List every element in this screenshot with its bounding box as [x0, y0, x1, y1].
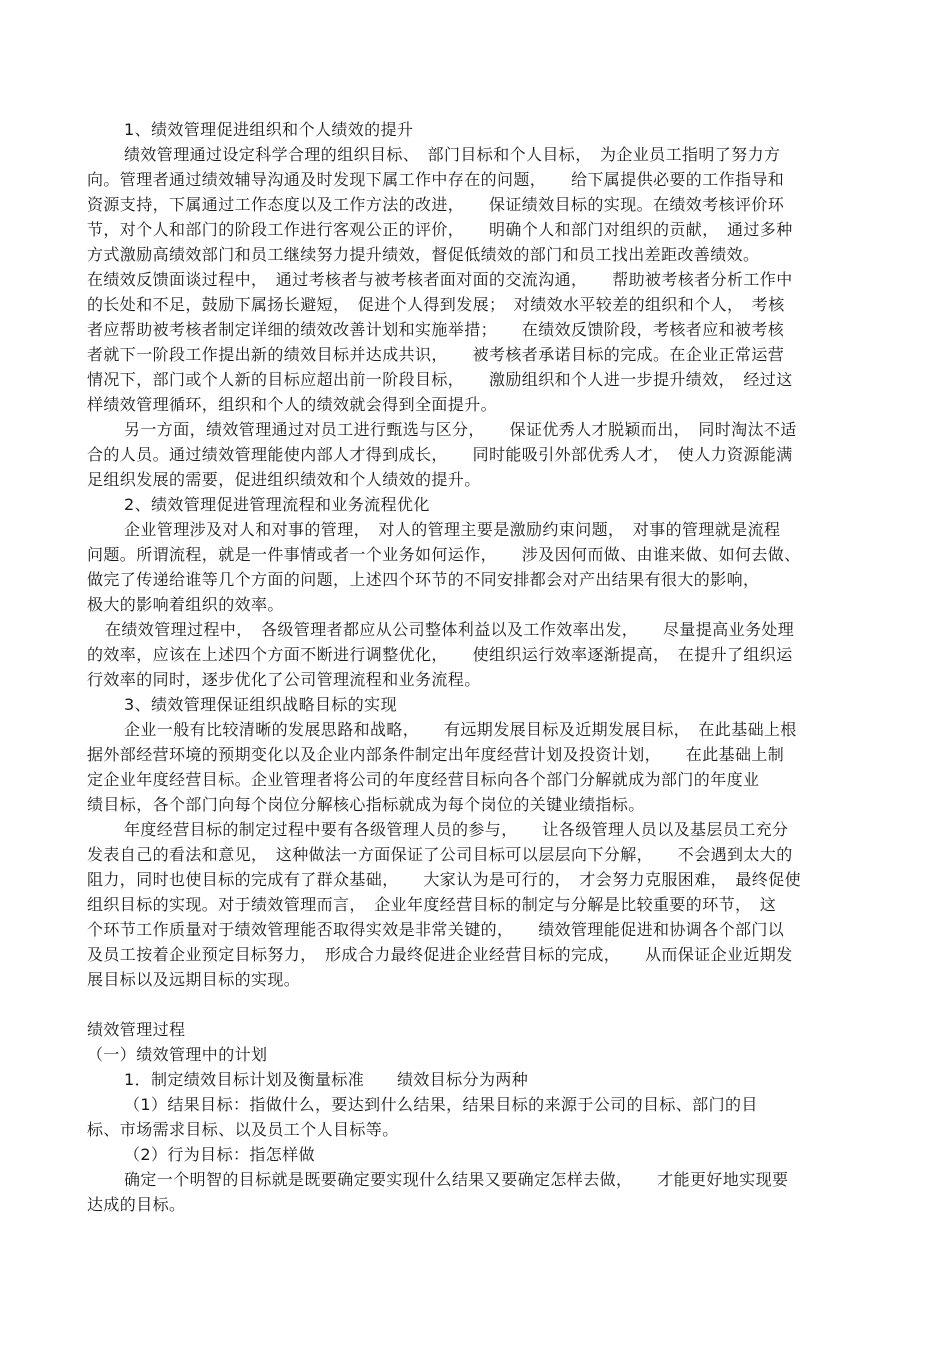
paragraph-line: 企业管理涉及对人和对事的管理， 对人的管理主要是激励约束问题， 对事的管理就是流程 — [124, 520, 781, 539]
paragraph-line: 极大的影响着组织的效率。 — [87, 595, 284, 614]
paragraph-line: 情况下，部门或个人新的目标应超出前一阶段目标， 激励组织和个人进一步提升绩效， 经过这 — [87, 370, 793, 389]
list-item: 1．制定绩效目标计划及衡量标准 绩效目标分为两种 — [124, 1070, 529, 1089]
paragraph-line: 在绩效反馈面谈过程中， 通过考核者与被考核者面对面的交流沟通， 帮助被考核者分析工作中 — [87, 270, 793, 289]
paragraph-line: 另一方面，绩效管理通过对员工进行甄选与区分， 保证优秀人才脱颖而出， 同时淘汰不适 — [124, 420, 797, 439]
paragraph-line: 展目标以及远期目标的实现。 — [87, 970, 301, 989]
paragraph-line: 阻力，同时也使目标的完成有了群众基础， 大家认为是可行的， 才会努力克服困难， 最终促使 — [87, 870, 802, 889]
paragraph-line: 据外部经营环境的预期变化以及企业内部条件制定出年度经营计划及投资计划， 在此基础上制 — [87, 745, 785, 764]
paragraph-line: 个环节工作质量对于绩效管理能否取得实效是非常关键的， 绩效管理能促进和协调各个部门以 — [87, 920, 785, 939]
section-heading-3: 3、绩效管理保证组织战略目标的实现 — [124, 695, 397, 714]
paragraph-line: 确定一个明智的目标就是既要确定要实现什么结果又要确定怎样去做， 才能更好地实现要 — [124, 1170, 789, 1189]
subsection-heading: （一）绩效管理中的计划 — [87, 1045, 268, 1064]
paragraph-line: 定企业年度经营目标。企业管理者将公司的年度经营目标向各个部门分解就成为部门的年度业 — [87, 770, 760, 789]
paragraph-line: 资源支持，下属通过工作态度以及工作方法的改进， 保证绩效目标的实现。在绩效考核评价环 — [87, 195, 785, 214]
section-heading-1: 1、绩效管理促进组织和个人绩效的提升 — [124, 120, 414, 139]
paragraph-line: 者就下一阶段工作提出新的绩效目标并达成共识， 被考核者承诺目标的完成。在企业正常运营 — [87, 345, 785, 364]
section-heading-2: 2、绩效管理促进管理流程和业务流程优化 — [124, 495, 430, 514]
paragraph-line: 绩目标，各个部门向每个岗位分解核心指标就成为每个岗位的关键业绩指标。 — [87, 795, 645, 814]
paragraph-line: 企业一般有比较清晰的发展思路和战略， 有远期发展目标及近期发展目标， 在此基础上根 — [124, 720, 797, 739]
paragraph-line: 及员工按着企业预定目标努力， 形成合力最终促进企业经营目标的完成， 从而保证企业近期发 — [87, 945, 793, 964]
paragraph-line: 方式激励高绩效部门和员工继续努力提升绩效，督促低绩效的部门和员工找出差距改善绩效。 — [87, 245, 760, 264]
paragraph-line: 绩效管理通过设定科学合理的组织目标、 部门目标和个人目标， 为企业员工指明了努力方 — [124, 145, 781, 164]
list-item: （2）行为目标：指怎样做 — [124, 1145, 315, 1164]
paragraph-line: 者应帮助被考核者制定详细的绩效改善计划和实施举措； 在绩效反馈阶段，考核者应和被考核 — [87, 320, 785, 339]
paragraph-line: 向。管理者通过绩效辅导沟通及时发现下属工作中存在的问题， 给下属提供必要的工作指导和 — [87, 170, 785, 189]
process-title: 绩效管理过程 — [87, 1020, 186, 1039]
paragraph-line: 行效率的同时，逐步优化了公司管理流程和业务流程。 — [87, 670, 481, 689]
paragraph-line: 达成的目标。 — [87, 1195, 186, 1214]
paragraph-line: 合的人员。通过绩效管理能使内部人才得到成长， 同时能吸引外部优秀人才， 使人力资源能满 — [87, 445, 793, 464]
paragraph-line: 的长处和不足，鼓励下属扬长避短， 促进个人得到发展； 对绩效水平较差的组织和个人， 考核 — [87, 295, 785, 314]
paragraph-line: 在绩效管理过程中， 各级管理者都应从公司整体利益以及工作效率出发， 尽量提高业务处理 — [105, 620, 795, 639]
paragraph-line: 年度经营目标的制定过程中要有各级管理人员的参与， 让各级管理人员以及基层员工充分 — [124, 820, 789, 839]
paragraph-line: 的效率，应该在上述四个方面不断进行调整优化， 使组织运行效率逐渐提高， 在提升了组织运 — [87, 645, 793, 664]
paragraph-line: 标、市场需求目标、以及员工个人目标等。 — [87, 1120, 399, 1139]
paragraph-line: 足组织发展的需要，促进组织绩效和个人绩效的提升。 — [87, 470, 481, 489]
paragraph-line: 节，对个人和部门的阶段工作进行客观公正的评价， 明确个人和部门对组织的贡献， 通过多种 — [87, 220, 793, 239]
paragraph-line: 组织目标的实现。对于绩效管理而言， 企业年度经营目标的制定与分解是比较重要的环节， 这 — [87, 895, 777, 914]
paragraph-line: 问题。所谓流程，就是一件事情或者一个业务如何运作， 涉及因何而做、由谁来做、如何去做、 — [87, 545, 801, 564]
paragraph-line: 样绩效管理循环，组织和个人的绩效就会得到全面提升。 — [87, 395, 498, 414]
paragraph-line: 发表自己的看法和意见， 这种做法一方面保证了公司目标可以层层向下分解， 不会遇到太大的 — [87, 845, 793, 864]
list-item: （1）结果目标：指做什么，要达到什么结果，结果目标的来源于公司的目标、部门的目 — [124, 1095, 758, 1114]
paragraph-line: 做完了传递给谁等几个方面的问题，上述四个环节的不同安排都会对产出结果有很大的影响， — [87, 570, 760, 589]
